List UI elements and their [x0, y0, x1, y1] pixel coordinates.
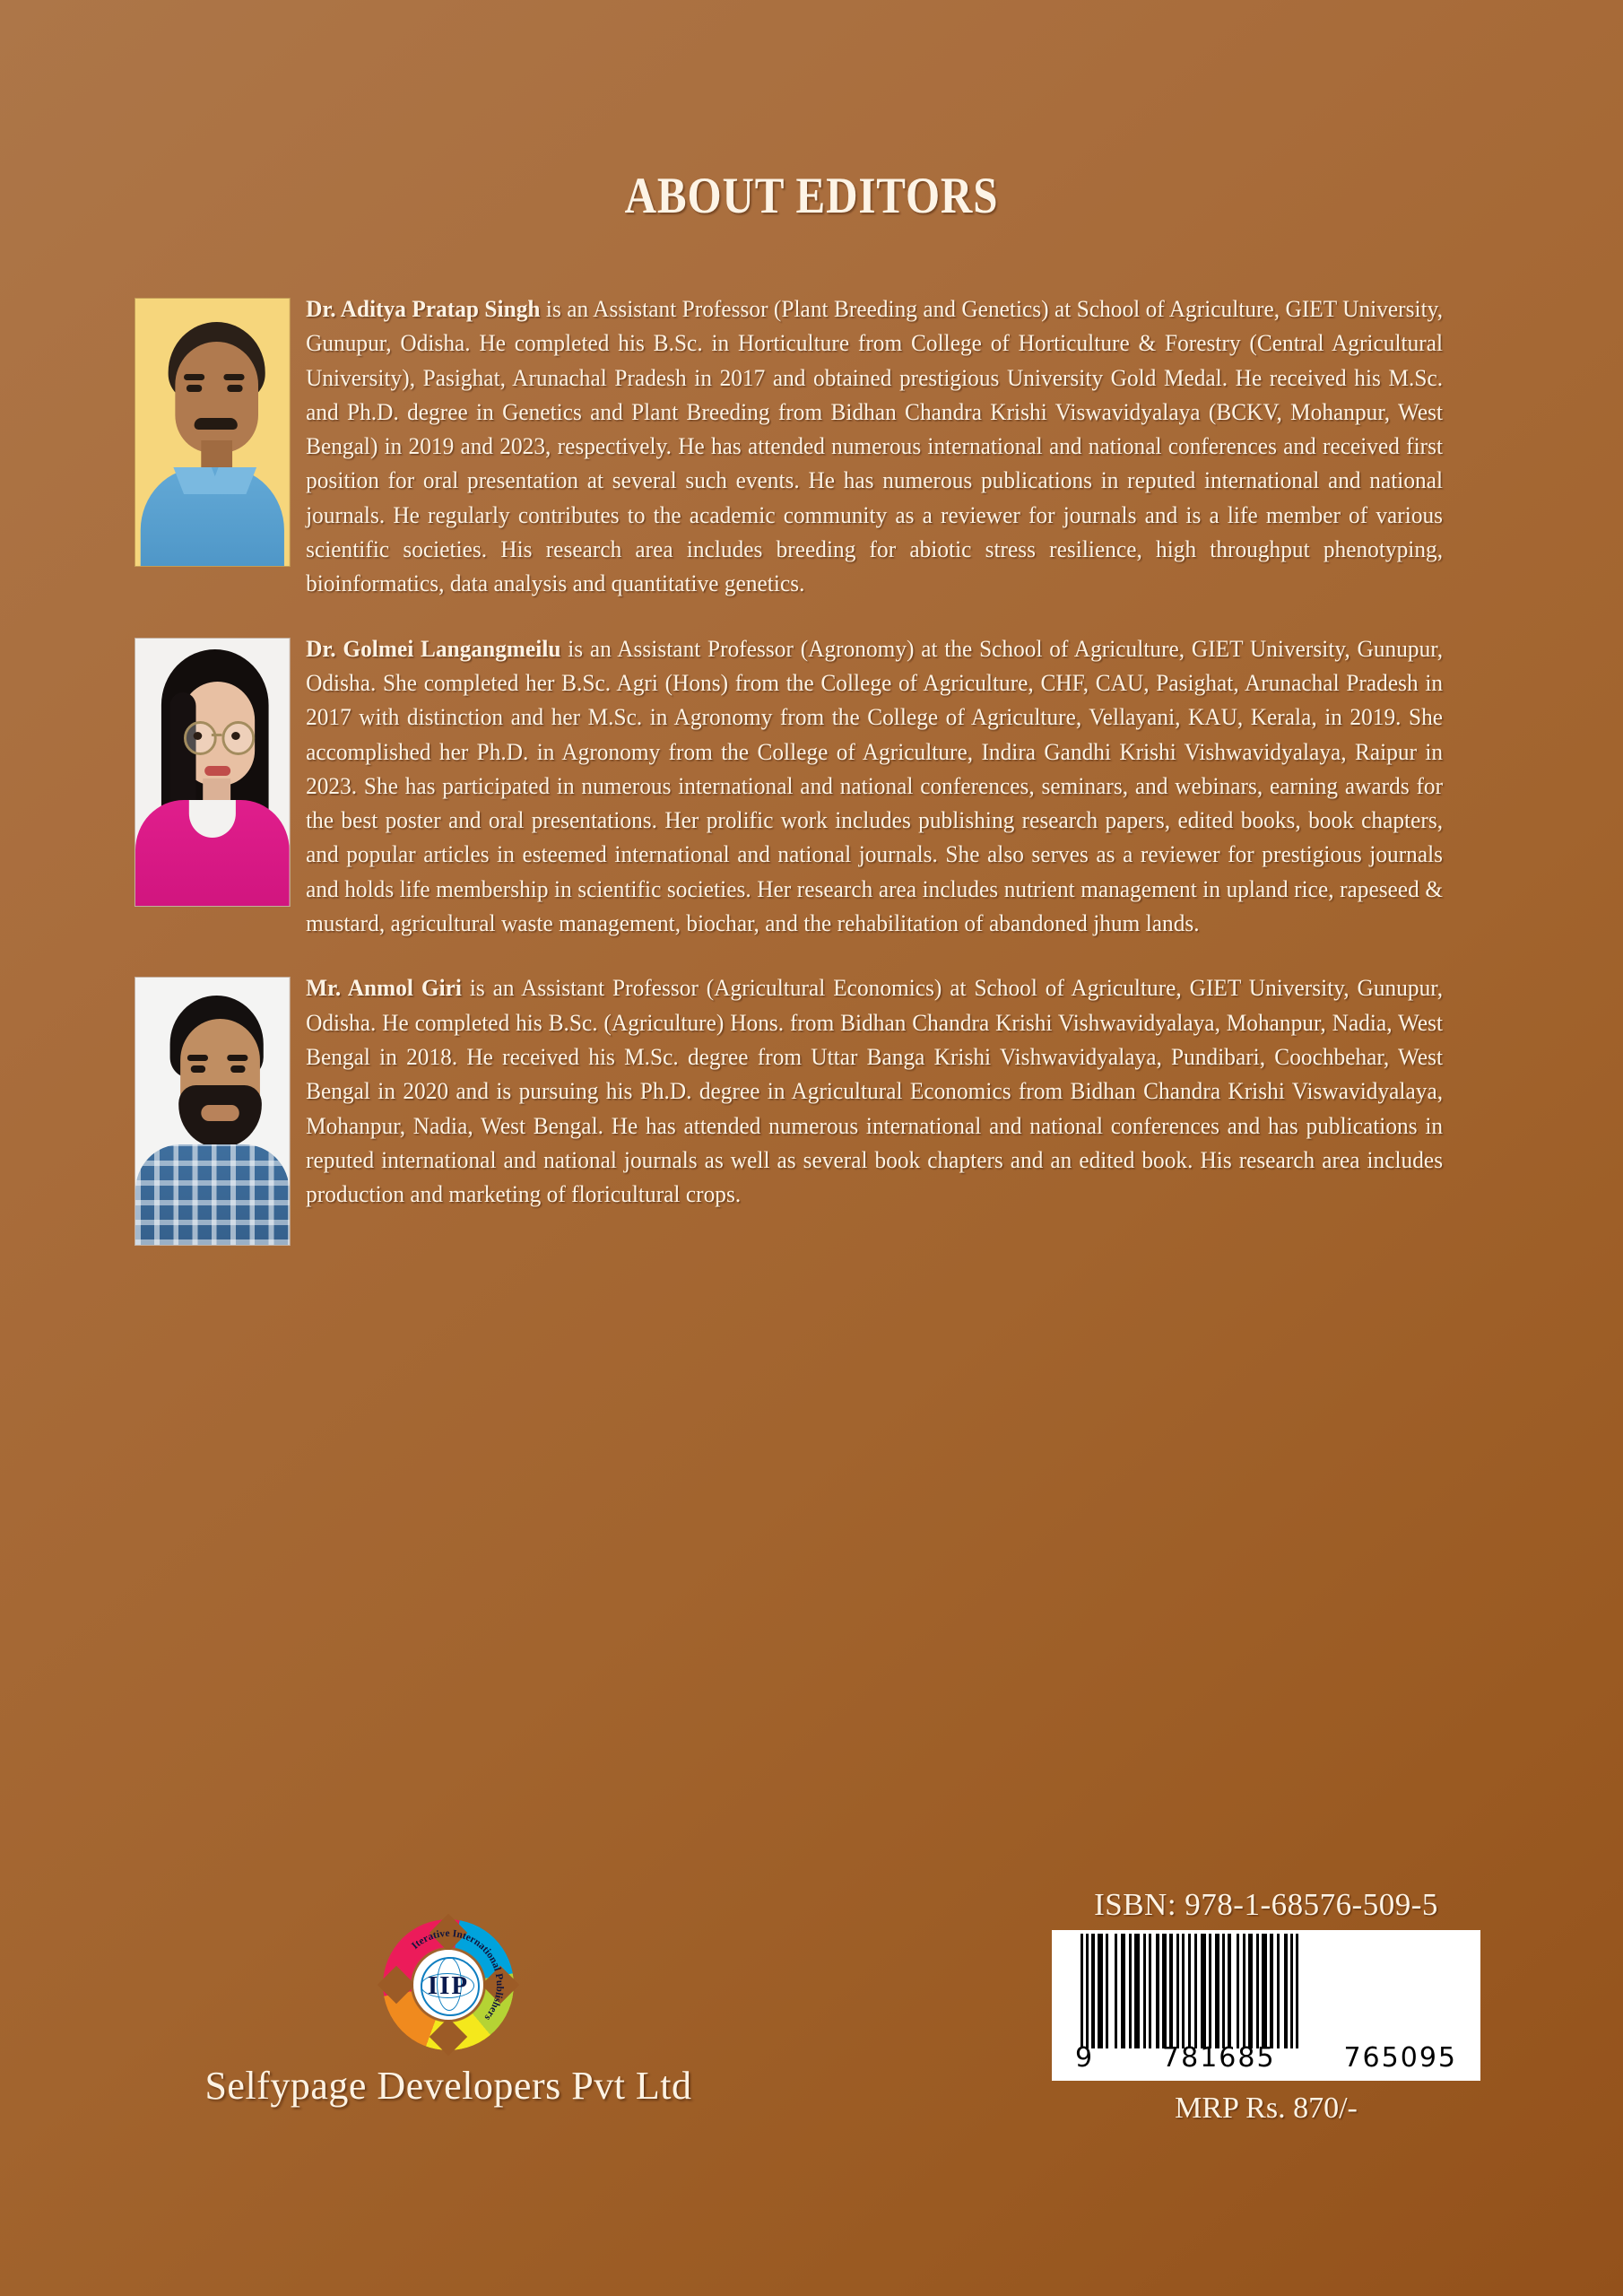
photo3-brow-left — [187, 1055, 208, 1061]
editor-bio-2 — [135, 632, 1443, 942]
editor-bio-text-2: is an Assistant Professor (Agronomy) at the School of Agriculture, GIET University, Gunupur, Odisha. She completed her B.Sc. Agri (Hons) from the College of Agriculture, CHF, CAU, Pasighat, Arunachal Pradesh in 2017 with distinction and her M.Sc. in Agronomy from the College of Agriculture, Vellayani, KAU, Kerala, in 2019. She accomplished her Ph.D. in Agronomy from the College of Agriculture, Indira Gandhi Krishi Vishwavidyalaya, Raipur in 2023. She has participated in numerous international and national conferences, seminars, and webinars, earning awards for the best poster and oral presentations. Her prolific work includes publishing research papers, edited books, book chapters, and popular articles in esteemed international and national journals. She also serves as a reviewer for prestigious journals and holds life membership in scientific societies. Her research area includes nutrient management in upland rice, rapeseed & mustard, agricultural waste management, biochar, and the rehabilitation of abandoned jhum lands. — [306, 635, 1444, 937]
editor-name-1: Dr. Aditya Pratap Singh — [306, 296, 541, 322]
editor-photo-3 — [135, 977, 291, 1246]
photo3-beard — [178, 1085, 262, 1148]
barcode-digit-group-2: 765095 — [1343, 2042, 1457, 2074]
editor-photo-1 — [135, 298, 291, 567]
photo1-neck — [201, 440, 232, 471]
mrp-text: MRP Rs. 870/- — [1175, 2092, 1358, 2125]
editor-name-2: Dr. Golmei Langangmeilu — [306, 635, 561, 662]
page-title: ABOUT EDITORS — [624, 168, 999, 224]
logo-ring-text-wrap — [383, 1919, 514, 2050]
barcode-digit-left: 9 — [1075, 2042, 1095, 2074]
photo2-eye-left — [194, 732, 203, 740]
isbn-text: ISBN: 978-1-68576-509-5 — [1094, 1887, 1438, 1922]
logo-iip-text: IIP — [427, 1971, 470, 2000]
barcode-digit-group-1: 781685 — [1162, 2042, 1276, 2074]
editor-bio-text-3: is an Assistant Professor (Agricultural Economics) at School of Agriculture, GIET University, Gunupur, Odisha. He completed his B.Sc. (Agriculture) Hons. from Bidhan Chandra Krishi Vishwavidyalaya, Mohanpur, Nadia, West Bengal in 2018. He received his M.Sc. degree from Uttar Banga Krishi Vishwavidyalaya, Pundibari, Coochbehar, West Bengal in 2020 and is pursuing his Ph.D. degree in Agricultural Economics from Bidhan Chandra Krishi Viswavidyalaya, Mohanpur, Nadia, West Bengal. He has attended numerous international and national conferences and has publications in reputed international and national journals as well as several book chapters and an edited book. His research area includes production and marketing of floricultural crops. — [306, 975, 1444, 1208]
photo1-eye-left — [187, 385, 202, 392]
editor-bios-container — [135, 292, 1490, 1278]
photo3-plaid-shirt — [135, 1144, 290, 1245]
barcode-bars — [1081, 1934, 1298, 2048]
editor-bio-3 — [135, 971, 1443, 1248]
photo1-brow-left — [184, 374, 204, 380]
photo1-moustache — [195, 418, 238, 430]
publisher-block — [0, 1919, 897, 2109]
photo1-brow-right — [223, 374, 244, 380]
photo3-eye-right — [230, 1065, 245, 1073]
photo3-brow-right — [227, 1055, 247, 1061]
editor-photo-2 — [135, 638, 291, 907]
photo3-eye-left — [191, 1065, 205, 1073]
photo2-glasses-bridge — [212, 734, 222, 736]
publisher-name: Selfypage Developers Pvt Ltd — [204, 2064, 692, 2108]
photo2-lips — [204, 766, 230, 776]
isbn-barcode — [1052, 1930, 1480, 2081]
iip-logo-icon — [383, 1919, 514, 2050]
isbn-block — [1042, 1887, 1490, 2126]
barcode-digits — [1052, 2042, 1480, 2074]
photo2-eye-right — [231, 732, 240, 740]
logo-ring-text: Iterative International Publishers — [410, 1927, 506, 2023]
editor-bio-1 — [135, 292, 1443, 602]
photo1-eye-right — [227, 385, 242, 392]
photo2-garment — [135, 800, 290, 906]
editor-name-3: Mr. Anmol Giri — [306, 975, 462, 1002]
photo1-face — [175, 342, 258, 453]
editor-bio-text-1: is an Assistant Professor (Plant Breeding and Genetics) at School of Agriculture, GIET University, Gunupur, Odisha. He completed his B.Sc. in Horticulture from College of Horticulture & Forestry (Central Agricultural University), Pasighat, Arunachal Pradesh in 2017 and obtained prestigious University Gold Medal. He received his M.Sc. and Ph.D. degree in Genetics and Plant Breeding from Bidhan Chandra Krishi Viswavidyalaya (BCKV, Mohanpur, West Bengal) in 2019 and 2023, respectively. He has attended numerous international and national conferences and received first position for oral presentation at several such events. He has numerous publications in reputed international and national journals. He regularly contributes to the academic community as a reviewer for journals and is a life member of various scientific societies. His research area includes breeding for abiotic stress resilience, high throughput phenotyping, bioinformatics, data analysis and quantitative genetics. — [306, 296, 1444, 597]
